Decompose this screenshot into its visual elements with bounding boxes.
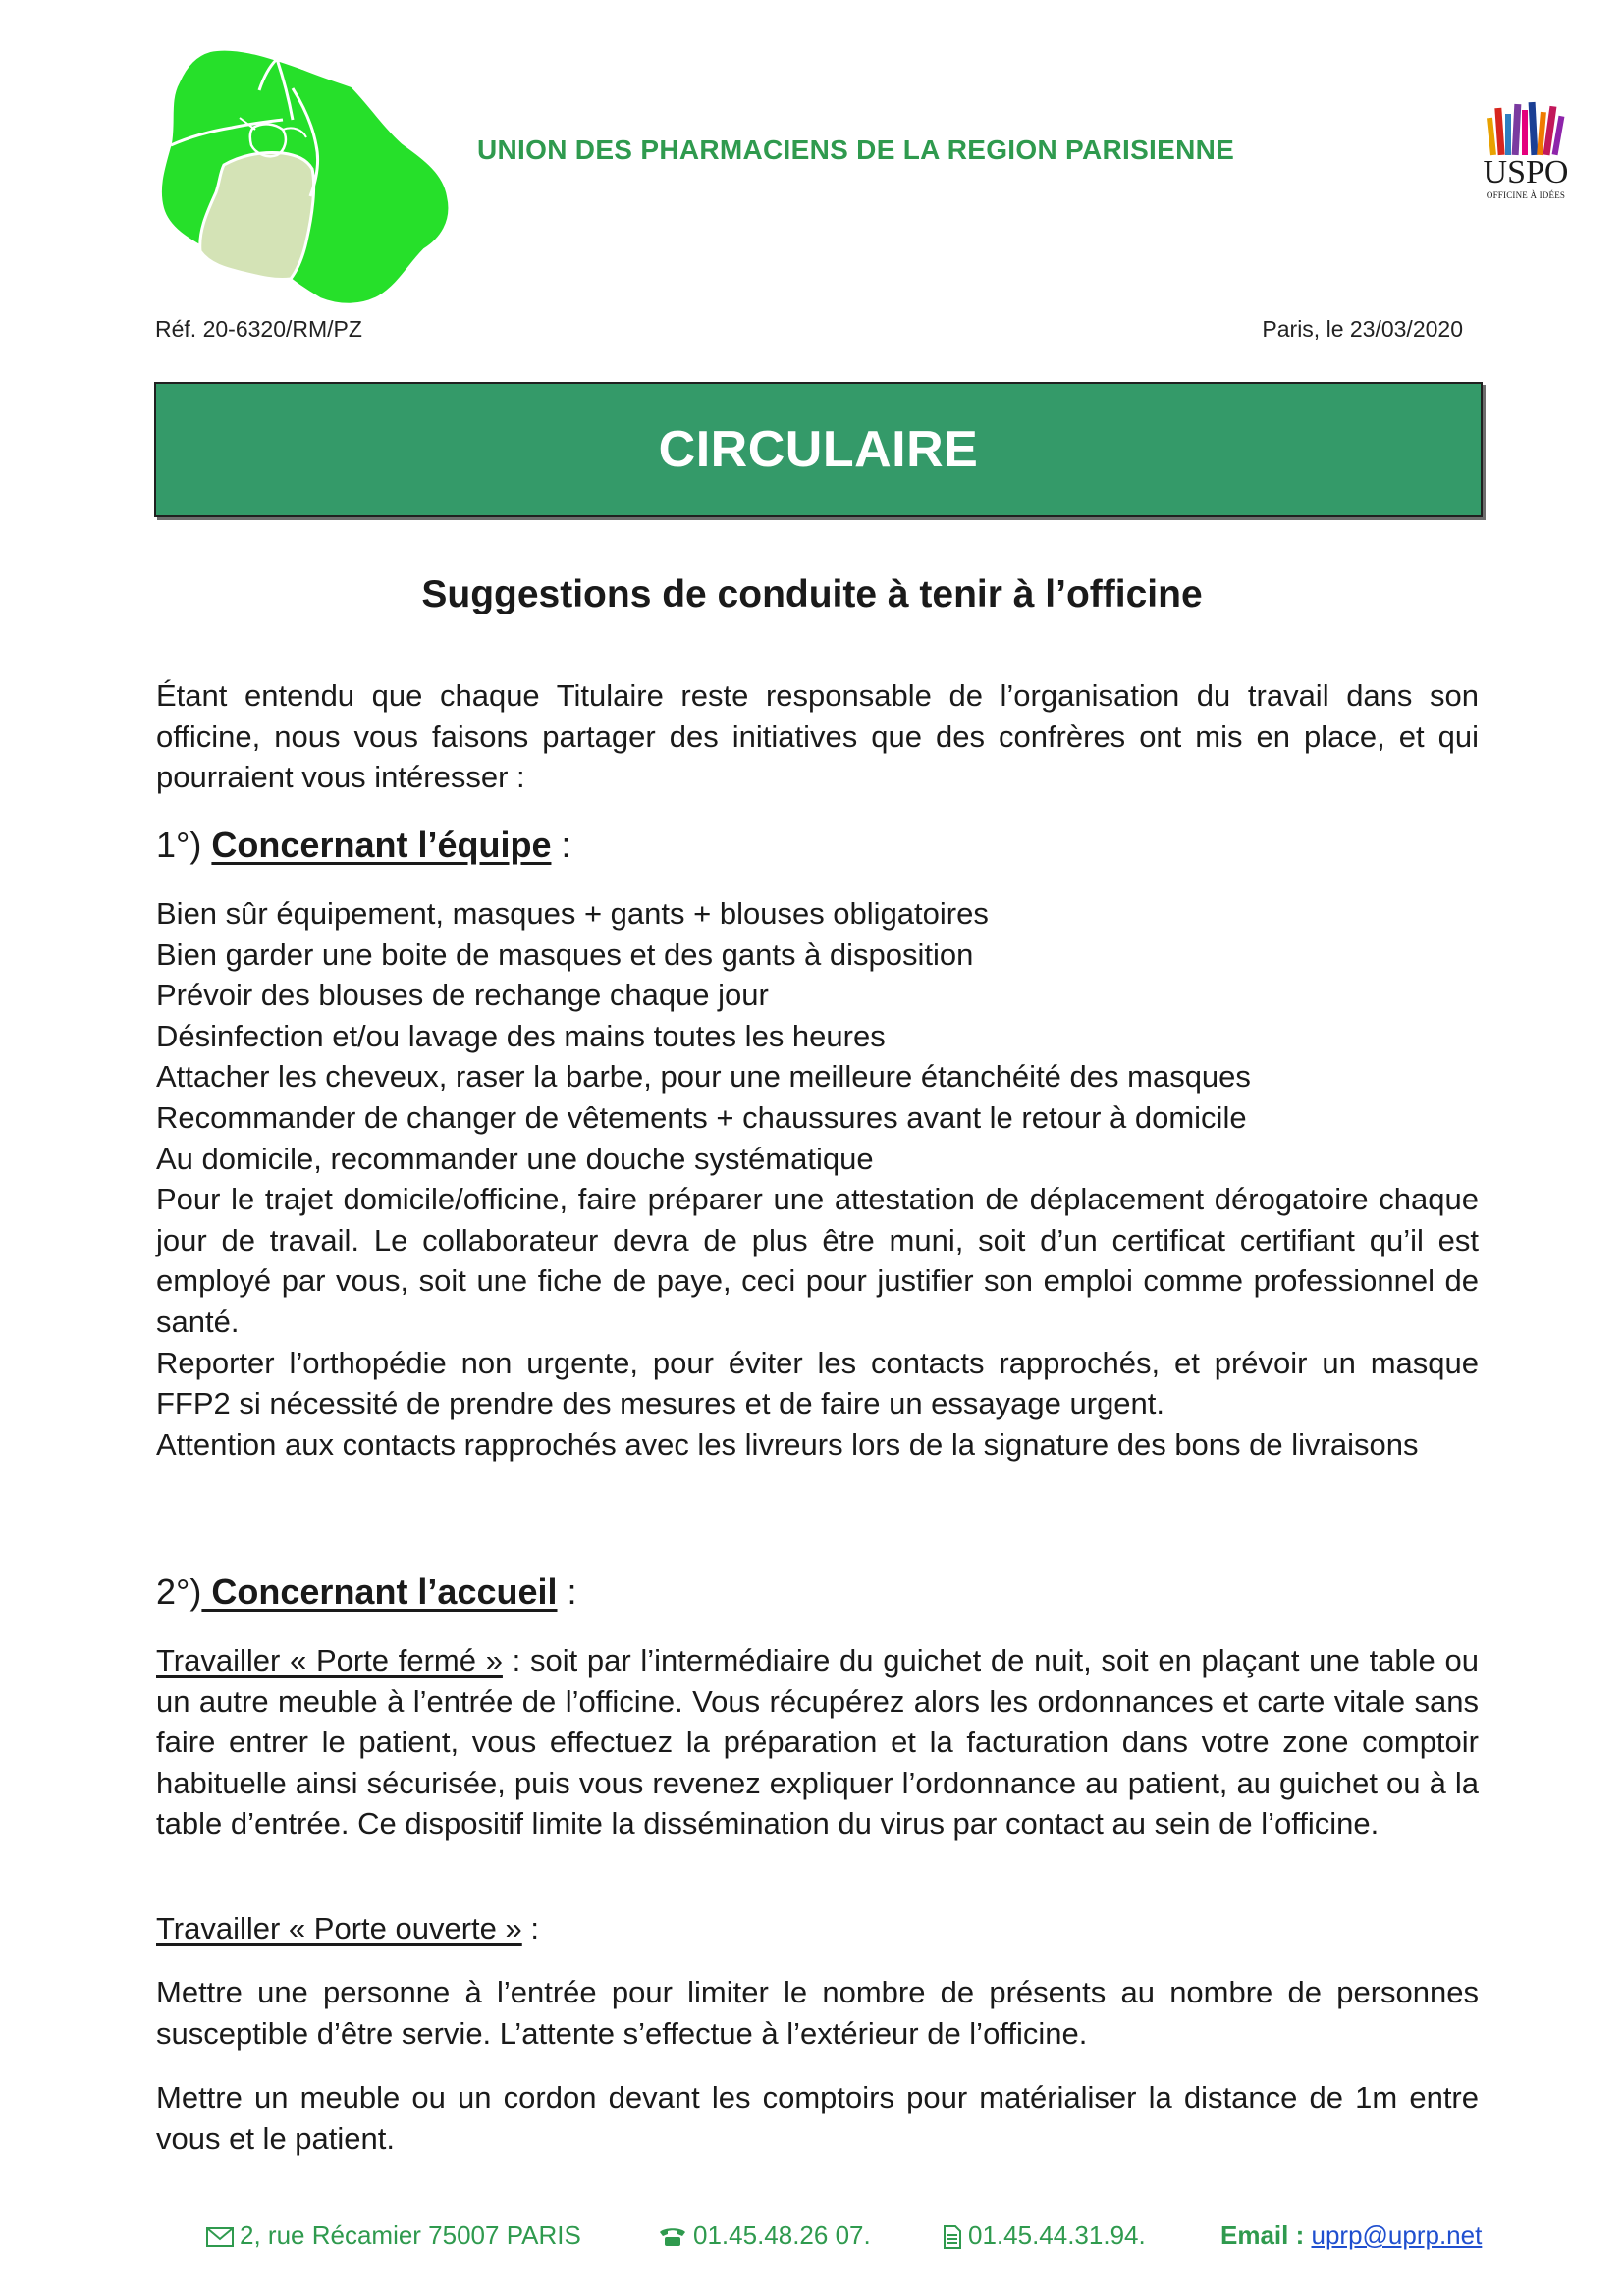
document-date: Paris, le 23/03/2020 [1262,316,1463,342]
footer [0,2220,1624,2260]
uspo-logo [1467,100,1585,208]
email-link[interactable]: uprp@uprp.net [1311,2220,1483,2250]
reference-number: Réf. 20-6320/RM/PZ [155,316,362,342]
section-2-number: 2°) [156,1572,202,1612]
document-subtitle: Suggestions de conduite à tenir à l’officine [421,573,1203,615]
footer-address-text: 2, rue Récamier 75007 PARIS [240,2220,581,2250]
banner-title: CIRCULAIRE [658,421,979,478]
section-1-suffix: : [551,825,571,865]
region-map-logo [159,49,450,308]
list-item: Bien garder une boite de masques et des gants à disposition [156,936,974,972]
list-item: Bien sûr équipement, masques + gants + blouses obligatoires [156,896,989,931]
section-2-title: Concernant l’accueil [201,1572,558,1612]
list-item: Attention aux contacts rapprochés avec les livreurs lors de la signature des bons de livraisons [156,1426,1419,1462]
porte-ouverte-paragraph-2: Mettre un meuble ou un cordon devant les comptoirs pour matérialiser la distance de 1m entre vous et le patient. [156,2080,1479,2156]
organization-name: UNION DES PHARMACIENS DE LA REGION PARISIENNE [477,134,1235,165]
list-item: Désinfection et/ou lavage des mains toutes les heures [156,1018,886,1053]
circular-banner [154,382,1483,517]
porte-ouverte-label: Travailler « Porte ouverte » [156,1911,522,1946]
list-item: Au domicile, recommander une douche systématique [156,1141,874,1176]
footer-phone [658,2220,871,2251]
footer-email [1220,2220,1482,2251]
section-2-suffix: : [557,1572,577,1612]
footer-phone-text: 01.45.48.26 07. [693,2220,871,2250]
porte-ferme-text: : soit par l’intermédiaire du guichet de nuit, soit en plaçant une table ou un autre meuble à l’entrée de l’officine. Vous récupérez alors les ordonnances et carte vitale sans faire entrer le patient, vous effectuez la préparation et la facturation dans votre zone comptoir habituelle ainsi sécurisée, puis vous revenez expliquer l’ordonnance au patient, au guichet ou à la table d’entrée. Ce dispositif limite la dissémination du virus par contact au sein de l’officine. [156,1643,1479,1842]
porte-ferme-paragraph [156,1640,1479,1844]
uspo-tagline: OFFICINE À IDÉES [1486,190,1566,200]
list-item: Recommander de changer de vêtements + chaussures avant le retour à domicile [156,1099,1247,1135]
section-1-list [156,893,1479,1465]
list-item: Prévoir des blouses de rechange chaque jour [156,978,769,1013]
phone-icon [658,2226,687,2248]
email-label: Email : [1220,2220,1305,2250]
intro-paragraph: Étant entendu que chaque Titulaire reste responsable de l’organisation du travail dans son officine, nous vous faisons partager des initiatives que des confrères ont mis en place, et qui pourraient vous intéresser : [156,678,1479,795]
footer-fax [943,2220,1146,2251]
footer-fax-text: 01.45.44.31.94. [968,2220,1146,2250]
footer-address [206,2220,581,2251]
porte-ouverte-heading [156,1908,1479,1949]
section-1-number: 1°) [156,825,212,865]
envelope-icon [206,2226,234,2248]
section-1-heading [156,825,570,866]
fax-icon [943,2225,962,2249]
list-item: Attacher les cheveux, raser la barbe, pour une meilleure étanchéité des masques [156,1059,1251,1095]
uspo-name: USPO [1483,154,1569,190]
porte-ouverte-suffix: : [521,1911,539,1946]
section-2-heading [156,1572,577,1613]
list-item: Reporter l’orthopédie non urgente, pour éviter les contacts rapprochés, et prévoir un masque FFP2 si nécessité de prendre des mesures et de faire un essayage urgent. [156,1345,1479,1421]
section-1-title: Concernant l’équipe [211,825,552,865]
porte-ouverte-paragraph-1: Mettre une personne à l’entrée pour limiter le nombre de présents au nombre de personnes susceptible d’être servie. L’attente s’effectue à l’extérieur de l’officine. [156,1975,1479,2051]
porte-ferme-label: Travailler « Porte fermé » [156,1643,503,1678]
uspo-bars-icon [1487,100,1565,157]
list-item: Pour le trajet domicile/officine, faire préparer une attestation de déplacement dérogatoire chaque jour de travail. Le collaborateur devra de plus être muni, soit d’un certificat certifiant qu’il est employé par vous, soit une fiche de paye, ceci pour justifier son emploi comme professionnel de santé. [156,1182,1479,1339]
